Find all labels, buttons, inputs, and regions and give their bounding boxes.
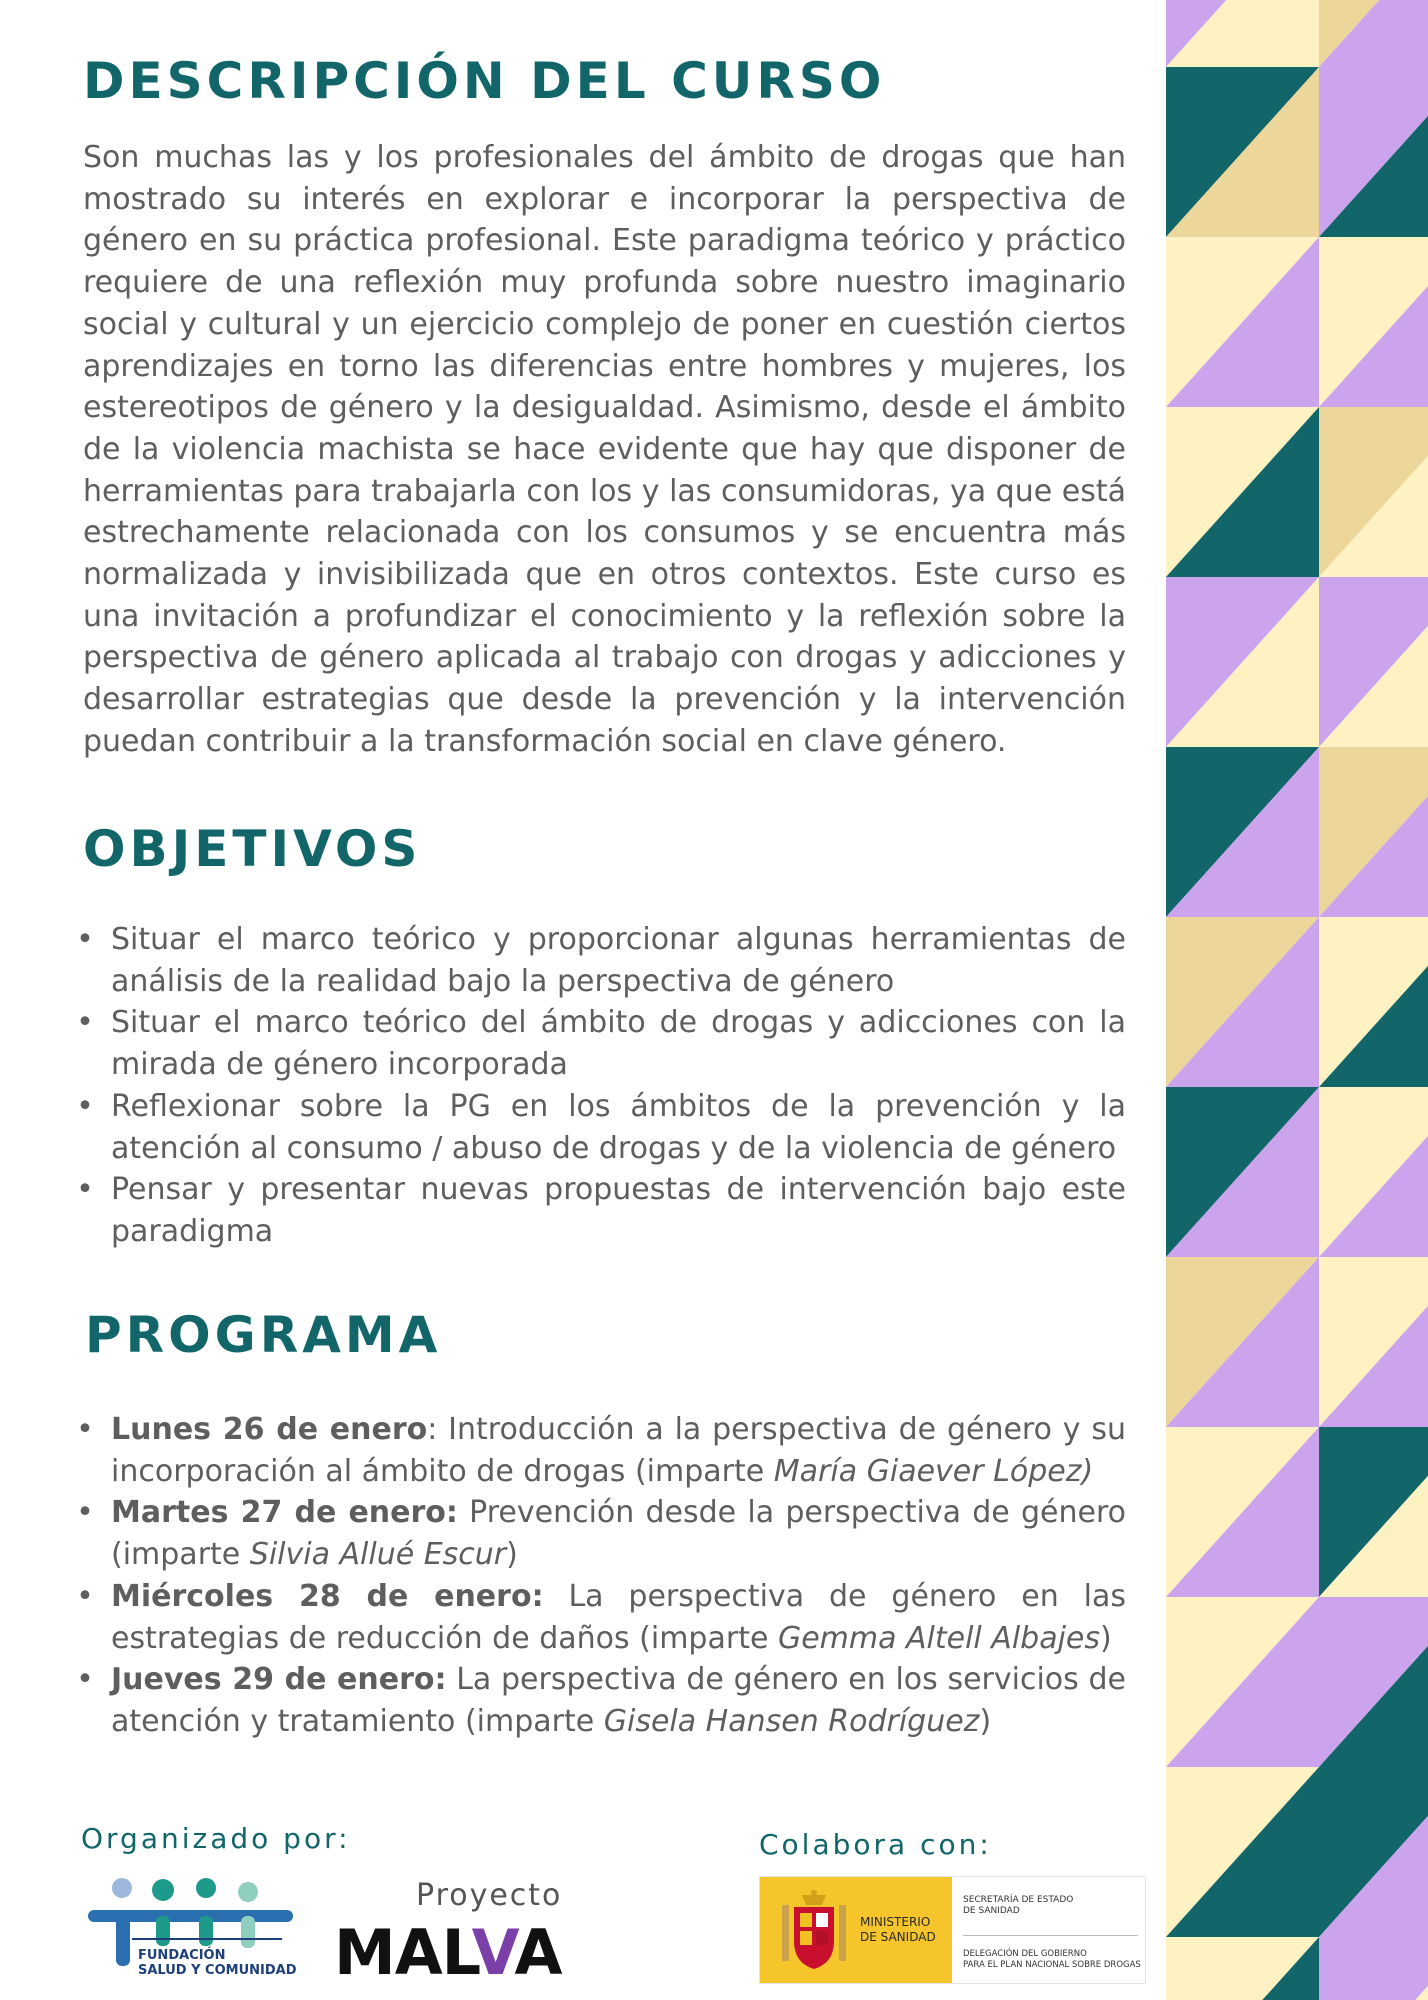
program-sep xyxy=(458,1495,469,1530)
program-day: Jueves 29 de enero: xyxy=(111,1662,447,1698)
logo-divider xyxy=(963,1935,1138,1936)
bullet-icon: • xyxy=(76,1662,94,1698)
coat-of-arms-icon xyxy=(774,1889,854,1973)
fsyc-line2: SALUD Y COMUNIDAD xyxy=(138,1963,297,1978)
malva-part-c: A xyxy=(514,1916,562,1989)
program-speaker: Gisela Hansen Rodríguez xyxy=(603,1703,980,1739)
program-end: ) xyxy=(506,1537,518,1573)
program-day: Lunes 26 de enero xyxy=(111,1412,428,1447)
fsyc-logo-text xyxy=(138,1948,297,1978)
program-speaker: Gemma Altell Albajes xyxy=(777,1620,1101,1656)
organizado-label: Organizado por: xyxy=(81,1822,351,1855)
list-item xyxy=(76,1492,1127,1575)
program-end: ) xyxy=(979,1703,992,1739)
delegacion-text xyxy=(963,1949,1141,1971)
program-text: La perspectiva de género en los servicios de atención y tratamiento (imparte xyxy=(111,1662,1126,1739)
program-text: Introducción a la perspectiva de género y su incorporación al ámbito de drogas (imparte xyxy=(111,1412,1126,1489)
secretaria-text xyxy=(963,1895,1073,1917)
objetivo-text: Pensar y presentar nuevas propuestas de intervención bajo este paradigma xyxy=(111,1172,1126,1249)
program-speaker: María Giaever López) xyxy=(773,1453,1094,1489)
bullet-icon: • xyxy=(76,1005,94,1041)
programa-heading: PROGRAMA xyxy=(85,1306,442,1364)
program-day: Martes 27 de enero: xyxy=(111,1495,458,1531)
list-item xyxy=(76,1576,1126,1659)
program-text: Prevención desde la perspectiva de género (imparte xyxy=(111,1495,1127,1573)
objetivos-list xyxy=(76,919,1126,1253)
bullet-icon: • xyxy=(76,1088,94,1124)
malva-part-b: V xyxy=(471,1916,515,1989)
list-item xyxy=(76,1169,1126,1252)
list-item xyxy=(76,1086,1126,1169)
list-item xyxy=(76,1659,1126,1742)
list-item xyxy=(76,1409,1126,1492)
program-text: La perspectiva de género en las estrategias de reducción de daños (imparte xyxy=(111,1578,1126,1656)
fundacion-salud-comunidad-logo xyxy=(88,1876,297,1986)
bullet-icon: • xyxy=(76,922,94,957)
ministerio-name xyxy=(860,1915,936,1945)
malva-word xyxy=(334,1916,561,1989)
program-end: ) xyxy=(1100,1620,1112,1656)
program-speaker: Silvia Allué Escur xyxy=(249,1537,507,1573)
list-item xyxy=(76,1002,1126,1085)
objetivo-text: Reflexionar sobre la PG en los ámbitos de la prevención y la atención al consumo / abuso de drogas y de la violencia de género xyxy=(111,1088,1126,1166)
objetivos-heading: OBJETIVOS xyxy=(83,820,422,878)
ministerio-sanidad-logo xyxy=(759,1876,1146,1984)
secretaria-line1: SECRETARÍA DE ESTADO xyxy=(963,1895,1074,1905)
bullet-icon: • xyxy=(76,1412,94,1447)
delegacion-line1: DELEGACIÓN DEL GOBIERNO xyxy=(963,1949,1087,1959)
program-day: Miércoles 28 de enero: xyxy=(111,1578,544,1614)
program-sep: : xyxy=(427,1412,449,1447)
decorative-triangle-pattern xyxy=(1166,0,1428,2000)
descripcion-heading: DESCRIPCIÓN DEL CURSO xyxy=(83,52,886,110)
program-sep xyxy=(544,1579,569,1614)
malva-top-text: Proyecto xyxy=(416,1878,563,1913)
proyecto-malva-logo xyxy=(334,1878,574,1988)
pattern-triangle xyxy=(1319,1937,1428,2000)
program-sep xyxy=(446,1662,456,1697)
delegacion-line2: PARA EL PLAN NACIONAL SOBRE DROGAS xyxy=(963,1960,1141,1970)
objetivo-text: Situar el marco teórico del ámbito de drogas y adicciones con la mirada de género incorporada xyxy=(111,1005,1126,1083)
objetivo-text: Situar el marco teórico y proporcionar algunas herramientas de análisis de la realidad bajo la perspectiva de género xyxy=(111,922,1126,999)
secretaria-line2: DE SANIDAD xyxy=(963,1906,1020,1916)
malva-part-a: MAL xyxy=(334,1916,472,1989)
bullet-icon: • xyxy=(76,1495,94,1531)
fsyc-line1: FUNDACIÓN xyxy=(138,1948,226,1963)
list-item xyxy=(76,919,1126,1002)
descripcion-text: Son muchas las y los profesionales del ámbito de drogas que han mostrado su interés en explorar e incorporar la perspectiva de género en su práctica profesional. Este paradigma teórico y práctico requiere de una reflexión muy profunda sobre nuestro imaginario social y cultural y un ejercicio complejo de poner en cuestión ciertos aprendizajes en torno las diferencias entre hombres y mujeres, los estereotipos de género y la desigualdad. Asimismo, desde el ámbito de la violencia machista se hace evidente que hay que disponer de herramientas para trabajarla con los y las consumidoras, ya que está estrechamente relacionada con los consumos y se encuentra más normalizada y invisibilizada que en otros contextos. Este curso es una invitación a profundizar el conocimiento y la reflexión sobre la perspectiva de género aplicada al trabajo con drogas y adicciones y desarrollar estrategias que desde la prevención y la intervención puedan contribuir a la transformación social en clave género. xyxy=(83,140,1126,759)
ministerio-name-line2: DE SANIDAD xyxy=(860,1930,936,1944)
colabora-label: Colabora con: xyxy=(759,1828,992,1861)
bullet-icon: • xyxy=(76,1578,94,1614)
programa-list xyxy=(76,1409,1127,1743)
ministerio-name-line1: MINISTERIO xyxy=(860,1915,931,1929)
bullet-icon: • xyxy=(76,1172,94,1208)
